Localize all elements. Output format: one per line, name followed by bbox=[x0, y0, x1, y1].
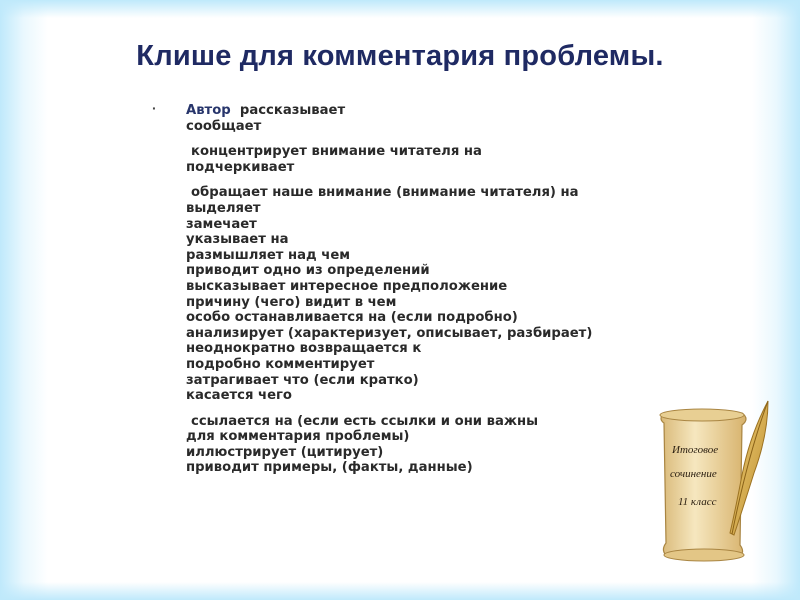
cliche-line bbox=[186, 103, 656, 119]
cliche-line bbox=[186, 357, 656, 373]
cliche-line bbox=[186, 144, 656, 160]
cliche-line-text: ссылается на (если есть ссылки и они важны bbox=[191, 413, 539, 429]
cliche-line-text: причину (чего) видит в чем bbox=[186, 294, 397, 310]
cliche-line-text: подчеркивает bbox=[186, 159, 295, 175]
cliche-line-text: сообщает bbox=[186, 118, 262, 134]
author-word: Автор bbox=[186, 103, 231, 118]
cliche-line bbox=[186, 460, 656, 476]
cliche-line bbox=[186, 429, 656, 445]
cliche-list bbox=[186, 103, 656, 476]
cliche-line bbox=[186, 388, 656, 404]
cliche-line bbox=[186, 414, 656, 430]
cliche-line-text: затрагивает что (если кратко) bbox=[186, 372, 419, 388]
cliche-line bbox=[186, 263, 656, 279]
scroll-line-1: Итоговое bbox=[672, 444, 719, 456]
cliche-line bbox=[186, 279, 656, 295]
cliche-line-text: неоднократно возвращается к bbox=[186, 341, 422, 357]
slide-title: Клише для комментария проблемы. bbox=[136, 40, 664, 72]
cliche-line bbox=[186, 373, 656, 389]
bullet-marker: · bbox=[152, 100, 157, 116]
cliche-line-text: замечает bbox=[186, 216, 257, 232]
cliche-line-text: касается чего bbox=[186, 388, 292, 404]
cliche-line bbox=[186, 232, 656, 248]
cliche-line bbox=[186, 160, 656, 176]
cliche-line-text: приводит примеры, (факты, данные) bbox=[186, 460, 473, 476]
cliche-line bbox=[186, 248, 656, 264]
cliche-line-text: анализирует (характеризует, описывает, разбирает) bbox=[186, 325, 593, 341]
scroll-line-2: сочинение bbox=[670, 468, 717, 480]
essay-scroll-image bbox=[650, 395, 780, 570]
cliche-line-text: концентрирует внимание читателя на bbox=[191, 144, 482, 160]
cliche-line-text: особо останавливается на (если подробно) bbox=[186, 310, 518, 326]
cliche-line bbox=[186, 341, 656, 357]
cliche-line bbox=[186, 201, 656, 217]
cliche-line-text: для комментария проблемы) bbox=[186, 429, 410, 445]
cliche-line-text: указывает на bbox=[186, 232, 289, 248]
cliche-line bbox=[186, 295, 656, 311]
cliche-line bbox=[186, 326, 656, 342]
cliche-line bbox=[186, 185, 656, 201]
scroll-line-3: 11 класс bbox=[678, 496, 717, 508]
cliche-line bbox=[186, 217, 656, 233]
cliche-line-text: обращает наше внимание (внимание читателя) на bbox=[191, 185, 579, 201]
cliche-line-text: рассказывает bbox=[239, 103, 346, 118]
cliche-line-text: приводит одно из определений bbox=[186, 263, 430, 279]
cliche-line-text: выделяет bbox=[186, 200, 261, 216]
cliche-line bbox=[186, 445, 656, 461]
cliche-line bbox=[186, 310, 656, 326]
cliche-line-text: иллюстрирует (цитирует) bbox=[186, 444, 384, 460]
cliche-line-text: размышляет над чем bbox=[186, 247, 351, 263]
cliche-line-text: высказывает интересное предположение bbox=[186, 278, 508, 294]
cliche-line-text: подробно комментирует bbox=[186, 356, 375, 372]
cliche-line bbox=[186, 119, 656, 135]
